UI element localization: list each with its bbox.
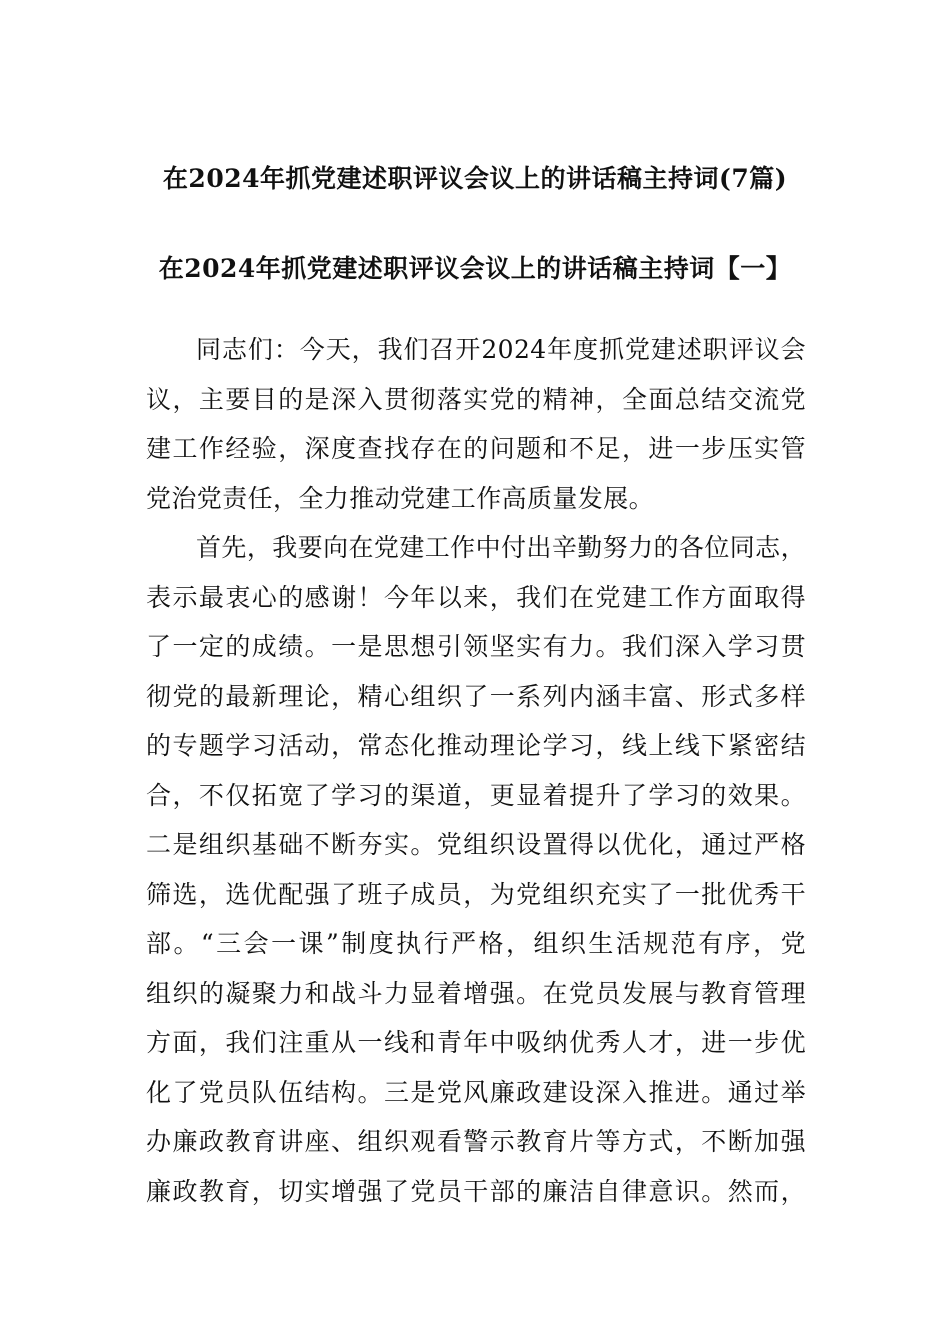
- paragraph-line: 合，不仅拓宽了学习的渠道，更显着提升了学习的效果。: [146, 780, 806, 810]
- paragraph-line: 部。“三会一课”制度执行严格，组织生活规范有序，党: [146, 929, 806, 958]
- paragraph-line: 组织的凝聚力和战斗力显着增强。在党员发展与教育管理: [146, 978, 806, 1008]
- document-title: 在2024年抓党建述职评议会议上的讲话稿主持词(7篇): [162, 164, 788, 193]
- paragraph-line: 方面，我们注重从一线和青年中吸纳优秀人才，进一步优: [146, 1028, 806, 1057]
- paragraph-line: 建工作经验，深度查找存在的问题和不足，进一步压实管: [146, 434, 806, 463]
- paragraph-line: 党治党责任，全力推动党建工作高质量发展。: [146, 483, 655, 513]
- body-text: [146, 325, 806, 1216]
- paragraph-line: 办廉政教育讲座、组织观看警示教育片等方式，不断加强: [146, 1127, 806, 1156]
- paragraph-line: 筛选，选优配强了班子成员，为党组织充实了一批优秀干: [146, 879, 806, 909]
- paragraph-line: 廉政教育，切实增强了党员干部的廉洁自律意识。然而，: [146, 1176, 806, 1206]
- paragraph-line: 同志们：今天，我们召开2024年度抓党建述职评议会: [196, 335, 806, 364]
- paragraph-line: 彻党的最新理论，精心组织了一系列内涵丰富、形式多样: [146, 681, 806, 711]
- paragraph-line: 的专题学习活动，常态化推动理论学习，线上线下紧密结: [146, 731, 806, 760]
- section-title: 在2024年抓党建述职评议会议上的讲话稿主持词【一】: [158, 254, 792, 283]
- paragraph-line: 表示最衷心的感谢！今年以来，我们在党建工作方面取得: [146, 582, 806, 612]
- paragraph-line: 了一定的成绩。一是思想引领坚实有力。我们深入学习贯: [146, 632, 806, 661]
- paragraph-line: 二是组织基础不断夯实。党组织设置得以优化，通过严格: [146, 830, 806, 859]
- paragraph-line: 议，主要目的是深入贯彻落实党的精神，全面总结交流党: [146, 384, 806, 414]
- paragraph-line: 首先，我要向在党建工作中付出辛勤努力的各位同志，: [196, 533, 806, 562]
- paragraph-line: 化了党员队伍结构。三是党风廉政建设深入推进。通过举: [146, 1077, 806, 1107]
